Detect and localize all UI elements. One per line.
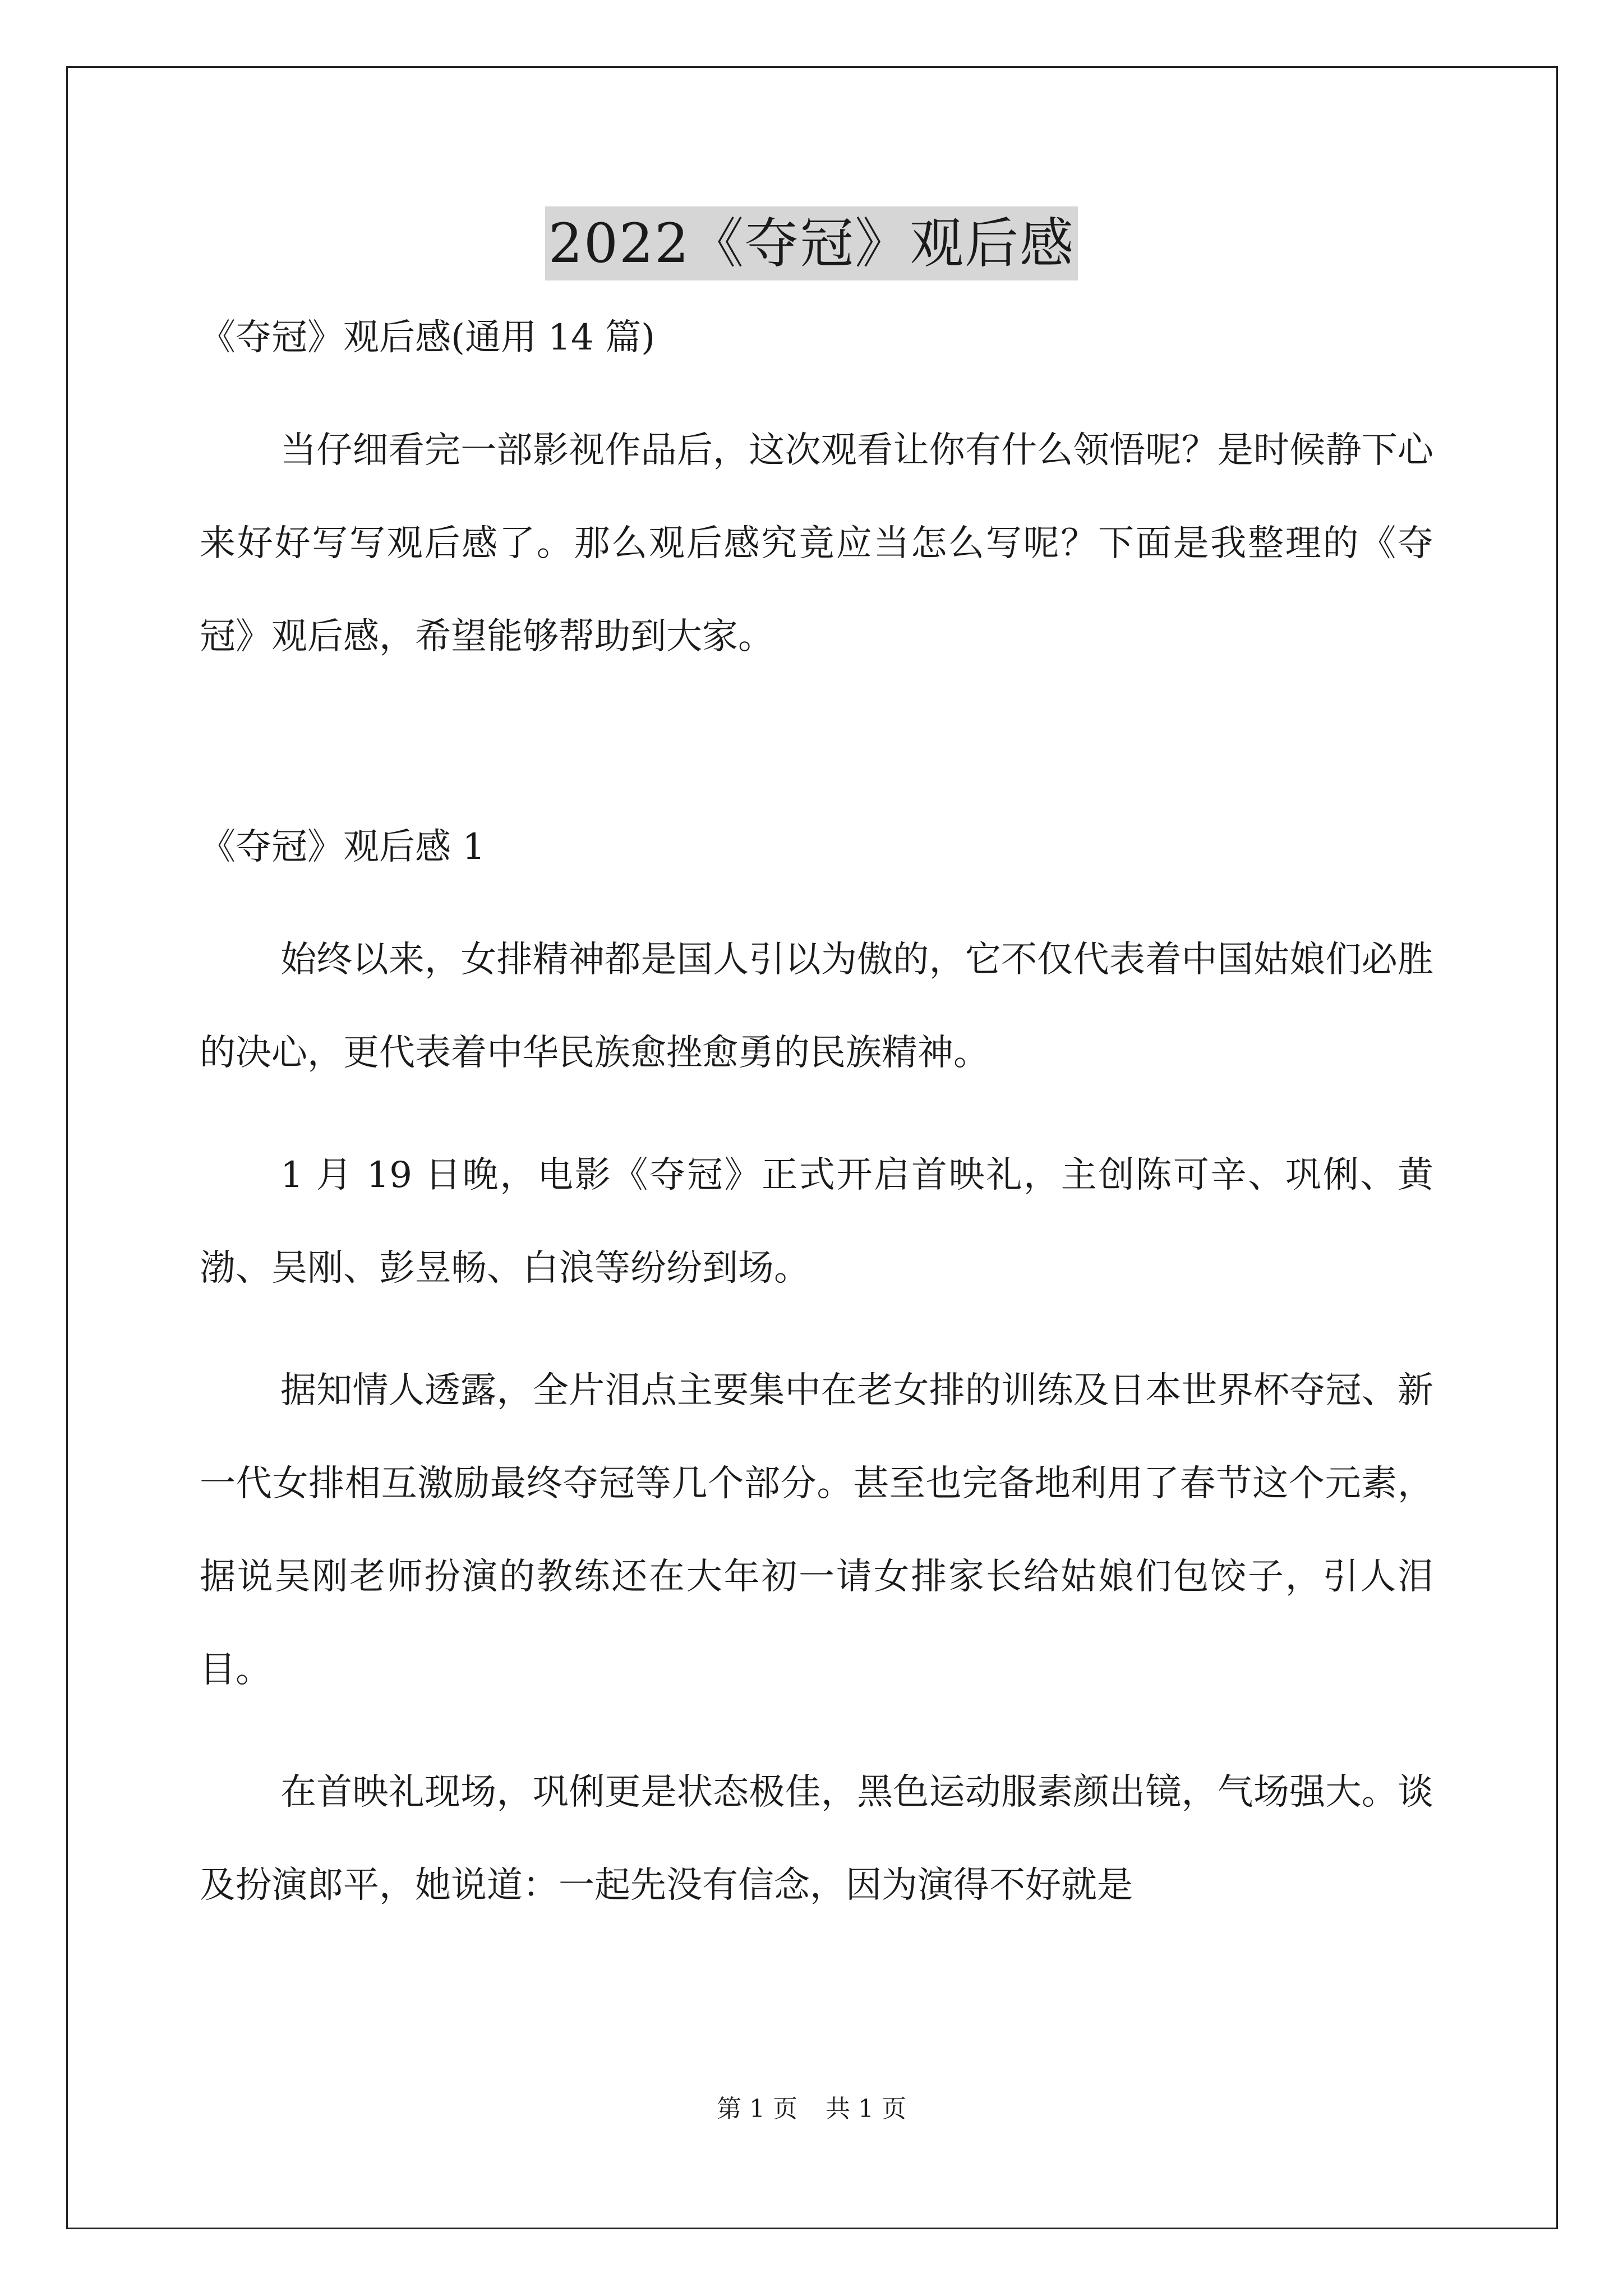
document-body — [200, 314, 1433, 1932]
body-paragraph: 在首映礼现场，巩俐更是状态极佳，黑色运动服素颜出镜，气场强大。谈及扮演郎平，她说道：一起先没有信念，因为演得不好就是 — [200, 1772, 1433, 1906]
section-heading: 《夺冠》观后感 1 — [200, 826, 486, 868]
document-title: 2022《夺冠》观后感 — [545, 206, 1078, 280]
page-total: 共 1 页 — [826, 2095, 906, 2123]
page-footer — [0, 2092, 1623, 2126]
title-wrapper — [0, 206, 1623, 280]
body-paragraph: 始终以来，女排精神都是国人引以为傲的，它不仅代表着中国姑娘们必胜的决心，更代表着中华民族愈挫愈勇的民族精神。 — [200, 939, 1433, 1074]
intro-paragraph: 当仔细看完一部影视作品后，这次观看让你有什么领悟呢？是时候静下心来好好写写观后感了。那么观后感究竟应当怎么写呢？下面是我整理的《夺冠》观后感，希望能够帮助到大家。 — [200, 430, 1433, 657]
body-paragraph: 据知情人透露，全片泪点主要集中在老女排的训练及日本世界杯夺冠、新一代女排相互激励最终夺冠等几个部分。甚至也完备地利用了春节这个元素，据说吴刚老师扮演的教练还在大年初一请女排家长给姑娘们包饺子，引人泪目。 — [200, 1370, 1433, 1691]
page-number: 第 1 页 — [717, 2095, 797, 2123]
document-subtitle: 《夺冠》观后感(通用 14 篇) — [200, 317, 656, 358]
body-paragraph: 1 月 19 日晚，电影《夺冠》正式开启首映礼，主创陈可辛、巩俐、黄渤、吴刚、彭昱畅、白浪等纷纷到场。 — [200, 1154, 1433, 1289]
